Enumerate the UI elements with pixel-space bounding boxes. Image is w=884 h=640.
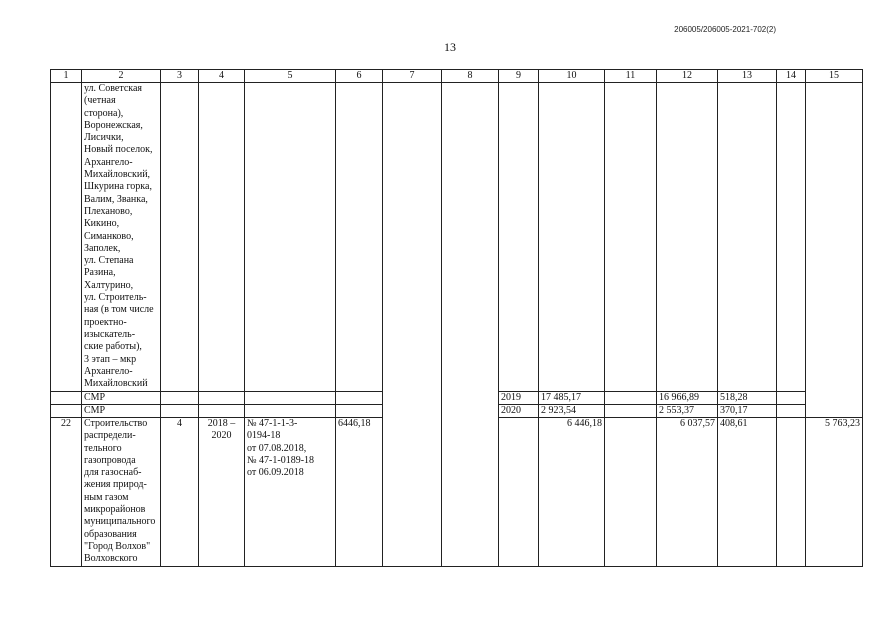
smr-year: 2020 (499, 405, 539, 418)
col-header: 15 (806, 70, 863, 83)
col-header: 12 (657, 70, 718, 83)
row-col12: 6 037,57 (657, 418, 718, 567)
col-header: 7 (383, 70, 442, 83)
smr-label: СМР (82, 392, 161, 405)
row-col3: 4 (161, 418, 199, 567)
document-code: 206005/206005-2021-702(2) (674, 25, 776, 34)
smr-col13: 518,28 (718, 392, 777, 405)
smr-total: 2 923,54 (539, 405, 605, 418)
row-description: Строительство распредели- тельного газопровода для газоснаб- жения природ- ным газом микрорайонов муниципального образования "Город Волхов" Волховского (82, 418, 161, 567)
smr-year: 2019 (499, 392, 539, 405)
row-col15: 5 763,23 (806, 418, 863, 567)
col-header: 3 (161, 70, 199, 83)
col-header: 5 (245, 70, 336, 83)
smr-total: 17 485,17 (539, 392, 605, 405)
col-header: 6 (336, 70, 383, 83)
row-col10: 6 446,18 (539, 418, 605, 567)
page-number: 13 (444, 40, 456, 54)
col-header: 9 (499, 70, 539, 83)
smr-col13: 370,17 (718, 405, 777, 418)
smr-col12: 16 966,89 (657, 392, 718, 405)
row-number: 22 (51, 418, 82, 567)
col-header: 2 (82, 70, 161, 83)
data-table (50, 69, 863, 567)
col-header: 13 (718, 70, 777, 83)
smr-col12: 2 553,37 (657, 405, 718, 418)
col-header: 11 (605, 70, 657, 83)
row-col6: 6446,18 (336, 418, 383, 567)
table-row-continued (51, 83, 863, 392)
col-header: 10 (539, 70, 605, 83)
column-header-row (51, 70, 863, 83)
smr-label: СМР (82, 405, 161, 418)
col-header: 1 (51, 70, 82, 83)
row-col13: 408,61 (718, 418, 777, 567)
row-years: 2018 – 2020 (199, 418, 245, 567)
continued-description: ул. Советская (четная сторона), Воронежская, Лисички, Новый поселок, Архангело- Михайловский, Шкурина горка, Валим, Званка, Плеханово, Кикино, Симанково, Заполек, ул. Степана Разина, Халтурино, ул. Строитель- ная (в том числе проектно- изыскатель- ские работы), 3 этап – мкр Архангело- Михайловский (82, 83, 161, 392)
col-header: 14 (777, 70, 806, 83)
row-permits: № 47-1-1-3- 0194-18 от 07.08.2018, № 47-1-0189-18 от 06.09.2018 (245, 418, 336, 567)
col-header: 8 (442, 70, 499, 83)
col-header: 4 (199, 70, 245, 83)
